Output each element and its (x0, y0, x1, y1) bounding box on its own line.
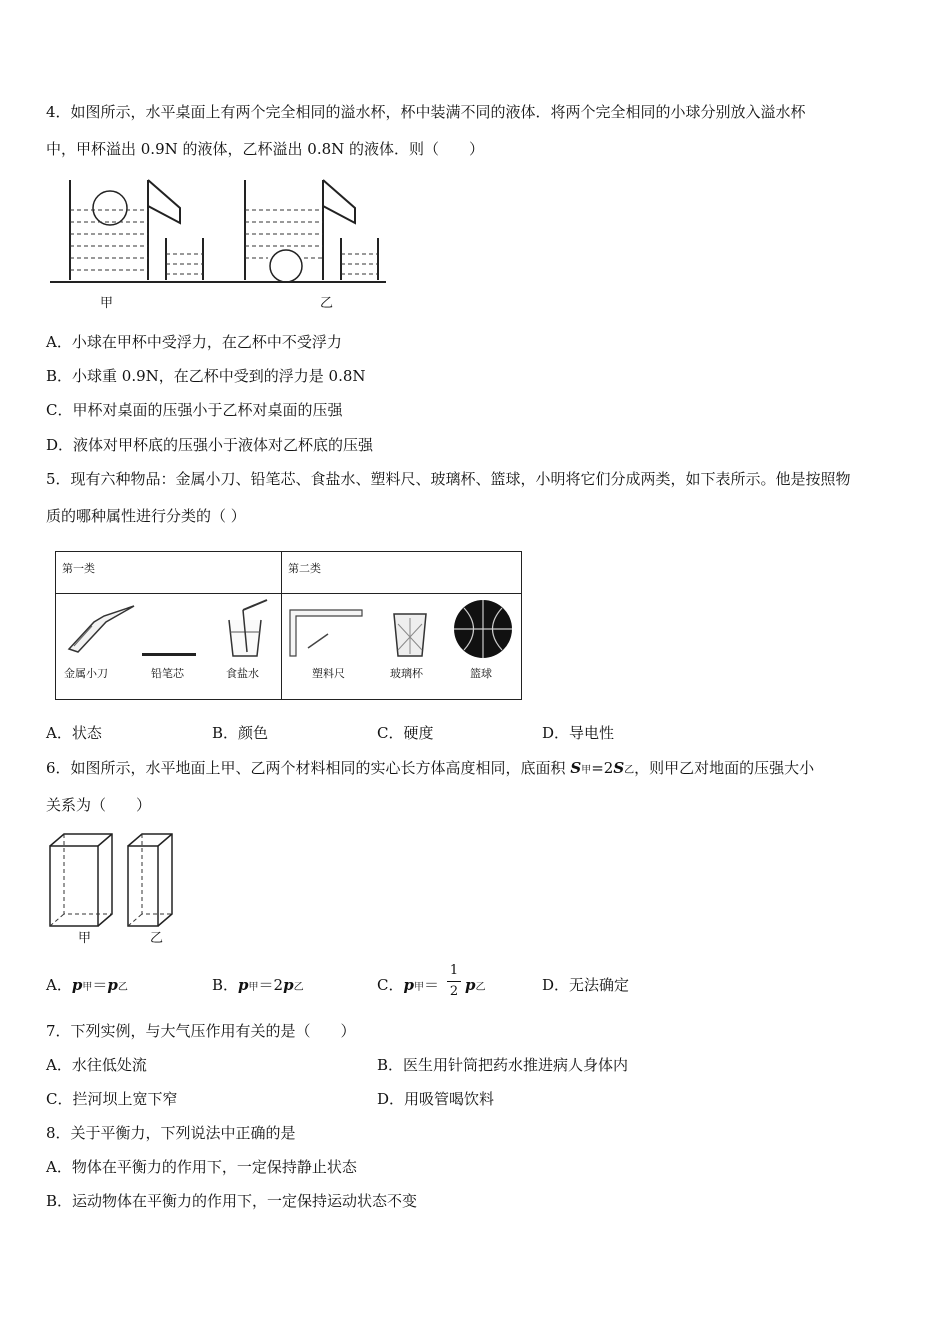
q6-c-fraction-bar (447, 981, 461, 982)
q6-c-fraction-num: 1 (449, 963, 459, 978)
q6-stem-post: ，则甲乙对地面的压强大小 (634, 759, 815, 777)
q5-classification-table (55, 551, 522, 700)
q6-stem-s1: S (570, 759, 582, 777)
q4-fig-label-yi: 乙 (320, 296, 334, 311)
item-glass-cup: 玻璃杯 (390, 667, 423, 680)
q5-option-a: A．状态 (46, 724, 102, 742)
q6-stem-line2: 关系为（ ） (46, 796, 152, 814)
q4-option-d: D．液体对甲杯底的压强小于液体对乙杯底的压强 (46, 436, 374, 454)
item-basketball: 篮球 (470, 667, 492, 680)
q6-a-sub1: 甲 (82, 982, 93, 993)
q6-b-sub1: 甲 (248, 982, 259, 993)
item-knife: 金属小刀 (64, 667, 108, 680)
q8-option-a: A．物体在平衡力的作用下，一定保持静止状态 (46, 1158, 357, 1176)
q6-b-eq: ＝ (258, 976, 274, 994)
q6-option-b (212, 975, 304, 998)
item-salt-water: 食盐水 (226, 667, 259, 680)
q6-c-sub1: 甲 (413, 982, 424, 993)
table-header-first: 第一类 (62, 562, 95, 575)
q8-option-b: B．运动物体在平衡力的作用下，一定保持运动状态不变 (46, 1192, 418, 1210)
q6-option-c-rhs (465, 975, 486, 998)
q5-option-d: D．导电性 (542, 724, 615, 742)
ruler-icon (288, 608, 364, 658)
q6-stem-pre: 6．如图所示，水平地面上甲、乙两个材料相同的实心长方体高度相同，底面积 (46, 759, 566, 777)
q6-b-p1: p (238, 976, 249, 994)
q4-option-b: B．小球重 0.9N，在乙杯中受到的浮力是 0.8N (46, 367, 366, 385)
glass-cup-icon (390, 610, 430, 660)
q6-option-c (377, 975, 439, 998)
q7-option-a: A．水往低处流 (46, 1056, 147, 1074)
item-pencil-lead: 铅笔芯 (151, 667, 184, 680)
pencil-lead-icon (142, 651, 202, 661)
q7-option-b: B．医生用针筒把药水推进病人身体内 (377, 1056, 629, 1074)
knife-icon (64, 604, 134, 654)
q4-option-c: C．甲杯对桌面的压强小于乙杯对桌面的压强 (46, 401, 343, 419)
q6-b-sub2: 乙 (293, 982, 304, 993)
q6-stem-sub-yi: 乙 (624, 765, 635, 776)
q6-c-sub2: 乙 (475, 982, 486, 993)
q6-stem-eq: =2 (591, 759, 614, 777)
q4-figure (48, 178, 388, 308)
q6-c-fraction-den: 2 (449, 984, 459, 999)
q6-fig-label-yi: 乙 (150, 931, 164, 946)
q6-b-coef: 2 (273, 976, 284, 994)
q8-stem: 8．关于平衡力，下列说法中正确的是 (46, 1124, 296, 1142)
q7-option-c: C．拦河坝上宽下窄 (46, 1090, 178, 1108)
table-header-second: 第二类 (288, 562, 321, 575)
q5-option-c: C．硬度 (377, 724, 434, 742)
q7-option-d: D．用吸管喝饮料 (377, 1090, 495, 1108)
q6-stem-line1 (46, 758, 814, 781)
q6-c-p2: p (465, 976, 476, 994)
q6-option-c-label: C． (377, 976, 404, 994)
q6-stem-s2: S (613, 759, 625, 777)
q6-option-a-label: A． (46, 976, 72, 994)
q6-option-d: D．无法确定 (542, 976, 630, 994)
q4-fig-label-jia: 甲 (100, 296, 114, 311)
q4-option-a: A．小球在甲杯中受浮力，在乙杯中不受浮力 (46, 333, 342, 351)
q5-option-b: B．颜色 (212, 724, 269, 742)
q6-c-eq: ＝ (423, 976, 439, 994)
salt-water-icon (221, 598, 271, 660)
q6-option-b-label: B． (212, 976, 239, 994)
q5-stem-line1: 5．现有六种物品：金属小刀、铅笔芯、食盐水、塑料尺、玻璃杯、篮球，小明将它们分成两类，如下表所示。他是按照物 (46, 470, 851, 488)
q4-stem-line2: 中，甲杯溢出 0.9N 的液体，乙杯溢出 0.8N 的液体．则（ ） (46, 140, 485, 158)
item-ruler: 塑料尺 (312, 667, 345, 680)
q6-figure (46, 832, 186, 932)
q6-stem-sub-jia: 甲 (581, 765, 592, 776)
basketball-icon (452, 598, 514, 660)
q6-fig-label-jia: 甲 (78, 931, 92, 946)
q6-a-sub2: 乙 (117, 982, 128, 993)
q6-b-p2: p (283, 976, 294, 994)
q6-option-a (46, 975, 128, 998)
q6-a-p1: p (71, 976, 83, 994)
q6-c-p1: p (403, 976, 414, 994)
q6-a-p2: p (107, 976, 118, 994)
q4-stem-line1: 4．如图所示，水平桌面上有两个完全相同的溢水杯，杯中装满不同的液体．将两个完全相同的小球分别放入溢水杯 (46, 103, 806, 121)
q5-stem-line2: 质的哪种属性进行分类的（ ） (46, 507, 246, 525)
q6-a-eq: ＝ (92, 976, 108, 994)
q7-stem: 7．下列实例，与大气压作用有关的是（ ） (46, 1022, 356, 1040)
